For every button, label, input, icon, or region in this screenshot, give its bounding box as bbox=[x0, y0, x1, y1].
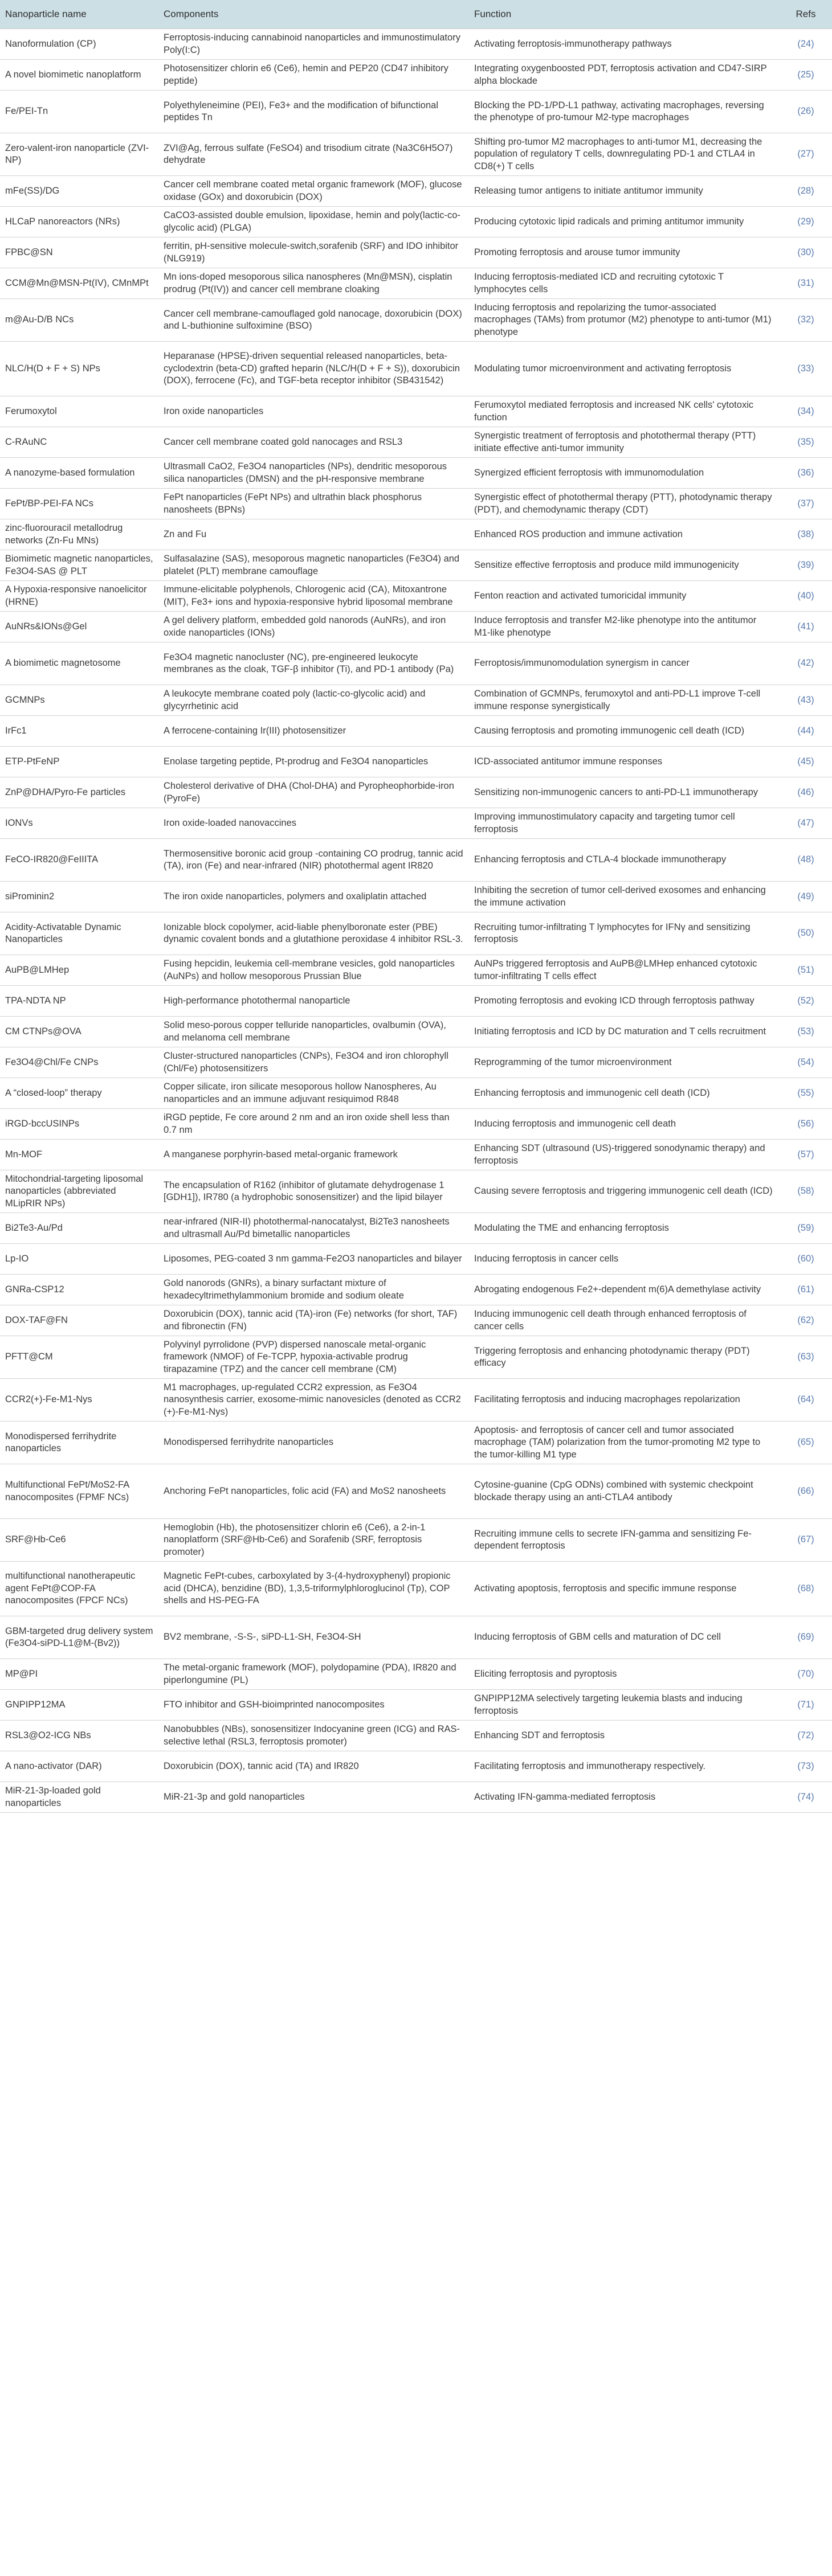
nanoparticle-name-cell: A nano-activator (DAR) bbox=[0, 1751, 158, 1782]
ref-cell[interactable]: (40) bbox=[780, 581, 832, 612]
components-cell: Cancer cell membrane-camouflaged gold nanocage, doxorubicin (DOX) and L-buthionine sulfoximine (BSO) bbox=[158, 299, 469, 342]
components-cell: Iron oxide-loaded nanovaccines bbox=[158, 808, 469, 839]
function-cell: Enhancing ferroptosis and immunogenic cell death (ICD) bbox=[469, 1078, 780, 1109]
table-row bbox=[0, 299, 832, 342]
function-cell: Shifting pro-tumor M2 macrophages to anti-tumor M1, decreasing the population of regulatory T cells, downregulating PD-1 and CTLA4 in CD8(+) T cells bbox=[469, 133, 780, 176]
table-row bbox=[0, 716, 832, 747]
function-cell: Facilitating ferroptosis and inducing macrophages repolarization bbox=[469, 1379, 780, 1422]
function-cell: Sensitize effective ferroptosis and produce mild immunogenicity bbox=[469, 550, 780, 581]
ref-cell[interactable]: (72) bbox=[780, 1721, 832, 1751]
table-row bbox=[0, 747, 832, 777]
table-row bbox=[0, 91, 832, 133]
function-cell: Blocking the PD-1/PD-L1 pathway, activating macrophages, reversing the phenotype of pro-tumour M2-type macrophages bbox=[469, 91, 780, 133]
table-row bbox=[0, 1275, 832, 1305]
nanoparticle-name-cell: m@Au-D/B NCs bbox=[0, 299, 158, 342]
function-cell: Recruiting immune cells to secrete IFN-gamma and sensitizing Fe-dependent ferroptosis bbox=[469, 1519, 780, 1562]
function-cell: Sensitizing non-immunogenic cancers to anti-PD-L1 immunotherapy bbox=[469, 777, 780, 808]
ref-cell[interactable]: (59) bbox=[780, 1213, 832, 1244]
nanoparticle-name-cell: A biomimetic magnetosome bbox=[0, 642, 158, 685]
function-cell: Integrating oxygenboosted PDT, ferroptosis activation and CD47-SIRP alpha blockade bbox=[469, 60, 780, 91]
nanoparticle-name-cell: MiR-21-3p-loaded gold nanoparticles bbox=[0, 1782, 158, 1813]
nanoparticle-name-cell: Monodispersed ferrihydrite nanoparticles bbox=[0, 1422, 158, 1464]
ref-cell[interactable]: (28) bbox=[780, 176, 832, 207]
table-row bbox=[0, 1078, 832, 1109]
components-cell: near-infrared (NIR-II) photothermal-nanocatalyst, Bi2Te3 nanosheets and ultrasmall Au/Pd bimetallic nanoparticles bbox=[158, 1213, 469, 1244]
components-cell: Zn and Fu bbox=[158, 519, 469, 550]
function-cell: Modulating the TME and enhancing ferroptosis bbox=[469, 1213, 780, 1244]
components-cell: Gold nanorods (GNRs), a binary surfactant mixture of hexadecyltrimethylammonium bromide and sodium oleate bbox=[158, 1275, 469, 1305]
nanoparticle-name-cell: iRGD-bccUSINPs bbox=[0, 1109, 158, 1140]
ref-cell[interactable]: (58) bbox=[780, 1170, 832, 1213]
nanoparticle-name-cell: GCMNPs bbox=[0, 685, 158, 716]
components-cell: MiR-21-3p and gold nanoparticles bbox=[158, 1782, 469, 1813]
components-cell: The metal-organic framework (MOF), polydopamine (PDA), IR820 and piperlongumine (PL) bbox=[158, 1659, 469, 1690]
function-cell: Reprogramming of the tumor microenvironment bbox=[469, 1047, 780, 1078]
table-row bbox=[0, 1109, 832, 1140]
function-cell: Synergistic effect of photothermal therapy (PTT), photodynamic therapy (PDT), and chemodynamic therapy (CDT) bbox=[469, 489, 780, 519]
components-cell: FTO inhibitor and GSH-bioimprinted nanocomposites bbox=[158, 1690, 469, 1721]
ref-cell[interactable]: (49) bbox=[780, 882, 832, 912]
components-cell: Anchoring FePt nanoparticles, folic acid (FA) and MoS2 nanosheets bbox=[158, 1464, 469, 1519]
function-cell: Releasing tumor antigens to initiate antitumor immunity bbox=[469, 176, 780, 207]
function-cell: ICD-associated antitumor immune responses bbox=[469, 747, 780, 777]
nanoparticle-name-cell: CCM@Mn@MSN-Pt(IV), CMnMPt bbox=[0, 268, 158, 299]
nanoparticle-name-cell: AuNRs&IONs@Gel bbox=[0, 612, 158, 642]
components-cell: Polyethyleneimine (PEI), Fe3+ and the modification of bifunctional peptides Tn bbox=[158, 91, 469, 133]
ref-cell[interactable]: (34) bbox=[780, 396, 832, 427]
table-row bbox=[0, 1336, 832, 1379]
components-cell: Magnetic FePt-cubes, carboxylated by 3-(4-hydroxyphenyl) propionic acid (DHCA), benzidine (BD), 1,3,5-triformylphloroglucinol (Tp), COP shells and HS-PEG-FA bbox=[158, 1562, 469, 1616]
table-row bbox=[0, 808, 832, 839]
function-cell: Ferroptosis/immunomodulation synergism in cancer bbox=[469, 642, 780, 685]
nanoparticle-name-cell: FeCO-IR820@FeIIITA bbox=[0, 839, 158, 882]
nanoparticle-name-cell: Mitochondrial-targeting liposomal nanoparticles (abbreviated MLipRIR NPs) bbox=[0, 1170, 158, 1213]
ref-cell[interactable]: (35) bbox=[780, 427, 832, 458]
table-row bbox=[0, 342, 832, 396]
components-cell: The encapsulation of R162 (inhibitor of glutamate dehydrogenase 1 [GDH1]), IR780 (a hydrophobic sonosensitizer) and the lipid bilayer bbox=[158, 1170, 469, 1213]
ref-cell[interactable]: (53) bbox=[780, 1017, 832, 1047]
nanoparticle-name-cell: DOX-TAF@FN bbox=[0, 1305, 158, 1336]
components-cell: Immune-elicitable polyphenols, Chlorogenic acid (CA), Mitoxantrone (MIT), Fe3+ ions and hypoxia-responsive hybrid liposomal membrane bbox=[158, 581, 469, 612]
function-cell: Enhancing SDT and ferroptosis bbox=[469, 1721, 780, 1751]
function-cell: Modulating tumor microenvironment and activating ferroptosis bbox=[469, 342, 780, 396]
components-cell: A leukocyte membrane coated poly (lactic-co-glycolic acid) and glycyrrhetinic acid bbox=[158, 685, 469, 716]
ref-cell[interactable]: (36) bbox=[780, 458, 832, 489]
ref-cell[interactable]: (47) bbox=[780, 808, 832, 839]
components-cell: Hemoglobin (Hb), the photosensitizer chlorin e6 (Ce6), a 2-in-1 nanoplatform (SRF@Hb-Ce6) and Sorafenib (SRF, ferroptosis promoter) bbox=[158, 1519, 469, 1562]
ref-cell[interactable]: (60) bbox=[780, 1244, 832, 1275]
function-cell: Synergistic treatment of ferroptosis and photothermal therapy (PTT) initiate effective anti-tumor immunity bbox=[469, 427, 780, 458]
ref-cell[interactable]: (26) bbox=[780, 91, 832, 133]
nanoparticle-name-cell: CCR2(+)-Fe-M1-Nys bbox=[0, 1379, 158, 1422]
ref-cell[interactable]: (56) bbox=[780, 1109, 832, 1140]
function-cell: Improving immunostimulatory capacity and targeting tumor cell ferroptosis bbox=[469, 808, 780, 839]
table-row bbox=[0, 1213, 832, 1244]
nanoparticle-name-cell: MP@PI bbox=[0, 1659, 158, 1690]
nanoparticle-name-cell: Fe/PEI-Tn bbox=[0, 91, 158, 133]
components-cell: Fusing hepcidin, leukemia cell-membrane vesicles, gold nanoparticles (AuNPs) and hollow mesoporous Prussian Blue bbox=[158, 955, 469, 986]
table-row bbox=[0, 176, 832, 207]
components-cell: iRGD peptide, Fe core around 2 nm and an iron oxide shell less than 0.7 nm bbox=[158, 1109, 469, 1140]
components-cell: Solid meso-porous copper telluride nanoparticles, ovalbumin (OVA), and melanoma cell membrane bbox=[158, 1017, 469, 1047]
table-row bbox=[0, 489, 832, 519]
components-cell: The iron oxide nanoparticles, polymers and oxaliplatin attached bbox=[158, 882, 469, 912]
components-cell: Cancer cell membrane coated metal organic framework (MOF), glucose oxidase (GOx) and doxorubicin (DOX) bbox=[158, 176, 469, 207]
function-cell: Inhibiting the secretion of tumor cell-derived exosomes and enhancing the immune activation bbox=[469, 882, 780, 912]
nanoparticle-name-cell: siProminin2 bbox=[0, 882, 158, 912]
function-cell: Inducing ferroptosis-mediated ICD and recruiting cytotoxic T lymphocytes cells bbox=[469, 268, 780, 299]
ref-cell[interactable]: (48) bbox=[780, 839, 832, 882]
function-cell: Cytosine-guanine (CpG ODNs) combined with systemic checkpoint blockade therapy using an anti-CTLA4 antibody bbox=[469, 1464, 780, 1519]
ref-cell[interactable]: (66) bbox=[780, 1464, 832, 1519]
nanoparticle-name-cell: IrFc1 bbox=[0, 716, 158, 747]
function-cell: Synergized efficient ferroptosis with immunomodulation bbox=[469, 458, 780, 489]
table-row bbox=[0, 60, 832, 91]
function-cell: Enhancing ferroptosis and CTLA-4 blockade immunotherapy bbox=[469, 839, 780, 882]
table-row bbox=[0, 612, 832, 642]
nanoparticle-name-cell: mFe(SS)/DG bbox=[0, 176, 158, 207]
components-cell: Sulfasalazine (SAS), mesoporous magnetic nanoparticles (Fe3O4) and platelet (PLT) membrane camouflage bbox=[158, 550, 469, 581]
header-nanoparticle-name: Nanoparticle name bbox=[0, 0, 158, 29]
ref-cell[interactable]: (42) bbox=[780, 642, 832, 685]
table-row bbox=[0, 1140, 832, 1170]
table-row bbox=[0, 642, 832, 685]
nanoparticle-name-cell: GBM-targeted drug delivery system (Fe3O4-siPD-L1@M-(Bv2)) bbox=[0, 1616, 158, 1659]
ref-cell[interactable]: (25) bbox=[780, 60, 832, 91]
ref-cell[interactable]: (37) bbox=[780, 489, 832, 519]
ref-cell[interactable]: (46) bbox=[780, 777, 832, 808]
table-row bbox=[0, 1721, 832, 1751]
header-components: Components bbox=[158, 0, 469, 29]
nanoparticle-name-cell: RSL3@O2-ICG NBs bbox=[0, 1721, 158, 1751]
ref-cell[interactable]: (57) bbox=[780, 1140, 832, 1170]
function-cell: Facilitating ferroptosis and immunotherapy respectively. bbox=[469, 1751, 780, 1782]
table-row bbox=[0, 1244, 832, 1275]
function-cell: Producing cytotoxic lipid radicals and priming antitumor immunity bbox=[469, 207, 780, 237]
function-cell: Apoptosis- and ferroptosis of cancer cell and tumor associated macrophage (TAM) polarization from the tumor-promoting M2 type to the tumor-killing M1 type bbox=[469, 1422, 780, 1464]
table-row bbox=[0, 268, 832, 299]
table-row bbox=[0, 519, 832, 550]
nanoparticle-name-cell: CM CTNPs@OVA bbox=[0, 1017, 158, 1047]
function-cell: Ferumoxytol mediated ferroptosis and increased NK cells' cytotoxic function bbox=[469, 396, 780, 427]
components-cell: Doxorubicin (DOX), tannic acid (TA) and IR820 bbox=[158, 1751, 469, 1782]
table-row bbox=[0, 1659, 832, 1690]
components-cell: Copper silicate, iron silicate mesoporous hollow Nanospheres, Au nanoparticles and an immune adjuvant resiquimod R848 bbox=[158, 1078, 469, 1109]
nanoparticle-name-cell: C-RAuNC bbox=[0, 427, 158, 458]
components-cell: A ferrocene-containing Ir(III) photosensitizer bbox=[158, 716, 469, 747]
table-row bbox=[0, 458, 832, 489]
function-cell: Causing ferroptosis and promoting immunogenic cell death (ICD) bbox=[469, 716, 780, 747]
nanoparticle-name-cell: multifunctional nanotherapeutic agent FePt@COP-FA nanocomposites (FPCF NCs) bbox=[0, 1562, 158, 1616]
function-cell: Enhanced ROS production and immune activation bbox=[469, 519, 780, 550]
table-row bbox=[0, 581, 832, 612]
components-cell: A gel delivery platform, embedded gold nanorods (AuNRs), and iron oxide nanoparticles (IONs) bbox=[158, 612, 469, 642]
ref-cell[interactable]: (71) bbox=[780, 1690, 832, 1721]
table-row bbox=[0, 29, 832, 60]
nanoparticle-name-cell: A Hypoxia-responsive nanoelicitor (HRNE) bbox=[0, 581, 158, 612]
function-cell: Abrogating endogenous Fe2+-dependent m(6)A demethylase activity bbox=[469, 1275, 780, 1305]
function-cell: Fenton reaction and activated tumoricidal immunity bbox=[469, 581, 780, 612]
ref-cell[interactable]: (73) bbox=[780, 1751, 832, 1782]
function-cell: Triggering ferroptosis and enhancing photodynamic therapy (PDT) efficacy bbox=[469, 1336, 780, 1379]
table-row bbox=[0, 986, 832, 1017]
function-cell: Inducing ferroptosis in cancer cells bbox=[469, 1244, 780, 1275]
ref-cell[interactable]: (24) bbox=[780, 29, 832, 60]
nanoparticle-name-cell: Acidity-Activatable Dynamic Nanoparticles bbox=[0, 912, 158, 955]
table-row bbox=[0, 1782, 832, 1813]
nanoparticle-name-cell: Biomimetic magnetic nanoparticles, Fe3O4-SAS @ PLT bbox=[0, 550, 158, 581]
nanoparticle-name-cell: TPA-NDTA NP bbox=[0, 986, 158, 1017]
nanoparticle-name-cell: Bi2Te3-Au/Pd bbox=[0, 1213, 158, 1244]
table-row bbox=[0, 427, 832, 458]
function-cell: Activating apoptosis, ferroptosis and specific immune response bbox=[469, 1562, 780, 1616]
table-row bbox=[0, 396, 832, 427]
table-row bbox=[0, 133, 832, 176]
table-row bbox=[0, 1751, 832, 1782]
nanoparticle-name-cell: A novel biomimetic nanoplatform bbox=[0, 60, 158, 91]
ref-cell[interactable]: (31) bbox=[780, 268, 832, 299]
components-cell: Ultrasmall CaO2, Fe3O4 nanoparticles (NPs), dendritic mesoporous silica nanoparticles (DMSN) and the pH-responsive membrane bbox=[158, 458, 469, 489]
components-cell: FePt nanoparticles (FePt NPs) and ultrathin black phosphorus nanosheets (BPNs) bbox=[158, 489, 469, 519]
components-cell: Thermosensitive boronic acid group -containing CO prodrug, tannic acid (TA), iron (Fe) and near-infrared (NIR) photothermal agent IR820 bbox=[158, 839, 469, 882]
nanoparticle-name-cell: A nanozyme-based formulation bbox=[0, 458, 158, 489]
header-refs: Refs bbox=[780, 0, 832, 29]
ref-cell[interactable]: (64) bbox=[780, 1379, 832, 1422]
table-row bbox=[0, 912, 832, 955]
nanoparticle-name-cell: Zero-valent-iron nanoparticle (ZVI-NP) bbox=[0, 133, 158, 176]
function-cell: Activating ferroptosis-immunotherapy pathways bbox=[469, 29, 780, 60]
table-row bbox=[0, 1305, 832, 1336]
function-cell: Promoting ferroptosis and arouse tumor immunity bbox=[469, 237, 780, 268]
header-function: Function bbox=[469, 0, 780, 29]
components-cell: BV2 membrane, -S-S-, siPD-L1-SH, Fe3O4-SH bbox=[158, 1616, 469, 1659]
components-cell: Cholesterol derivative of DHA (Chol-DHA) and Pyropheophorbide-iron (PyroFe) bbox=[158, 777, 469, 808]
table-row bbox=[0, 1422, 832, 1464]
ref-cell[interactable]: (50) bbox=[780, 912, 832, 955]
function-cell: Inducing ferroptosis of GBM cells and maturation of DC cell bbox=[469, 1616, 780, 1659]
ref-cell[interactable]: (55) bbox=[780, 1078, 832, 1109]
function-cell: Promoting ferroptosis and evoking ICD through ferroptosis pathway bbox=[469, 986, 780, 1017]
ref-cell[interactable]: (33) bbox=[780, 342, 832, 396]
nanoparticle-name-cell: Mn-MOF bbox=[0, 1140, 158, 1170]
ref-cell[interactable]: (62) bbox=[780, 1305, 832, 1336]
function-cell: Eliciting ferroptosis and pyroptosis bbox=[469, 1659, 780, 1690]
components-cell: Mn ions-doped mesoporous silica nanospheres (Mn@MSN), cisplatin prodrug (Pt(IV)) and cancer cell membrane cloaking bbox=[158, 268, 469, 299]
components-cell: Monodispersed ferrihydrite nanoparticles bbox=[158, 1422, 469, 1464]
function-cell: Initiating ferroptosis and ICD by DC maturation and T cells recruitment bbox=[469, 1017, 780, 1047]
table-row bbox=[0, 882, 832, 912]
table-row bbox=[0, 955, 832, 986]
table-row bbox=[0, 1616, 832, 1659]
nanoparticle-name-cell: HLCaP nanoreactors (NRs) bbox=[0, 207, 158, 237]
ref-cell[interactable]: (29) bbox=[780, 207, 832, 237]
components-cell: Doxorubicin (DOX), tannic acid (TA)-iron (Fe) networks (for short, TAF) and fibronectin (FN) bbox=[158, 1305, 469, 1336]
table-row bbox=[0, 1047, 832, 1078]
ref-cell[interactable]: (30) bbox=[780, 237, 832, 268]
ref-cell[interactable]: (69) bbox=[780, 1616, 832, 1659]
nanoparticle-name-cell: Multifunctional FePt/MoS2-FA nanocomposites (FPMF NCs) bbox=[0, 1464, 158, 1519]
nanoparticle-name-cell: NLC/H(D + F + S) NPs bbox=[0, 342, 158, 396]
function-cell: Combination of GCMNPs, ferumoxytol and anti-PD-L1 improve T-cell immune response synergistically bbox=[469, 685, 780, 716]
ref-cell[interactable]: (45) bbox=[780, 747, 832, 777]
ref-cell[interactable]: (54) bbox=[780, 1047, 832, 1078]
ref-cell[interactable]: (68) bbox=[780, 1562, 832, 1616]
table-row bbox=[0, 1519, 832, 1562]
ref-cell[interactable]: (67) bbox=[780, 1519, 832, 1562]
function-cell: Inducing immunogenic cell death through enhanced ferroptosis of cancer cells bbox=[469, 1305, 780, 1336]
nanoparticle-name-cell: IONVs bbox=[0, 808, 158, 839]
components-cell: Iron oxide nanoparticles bbox=[158, 396, 469, 427]
ref-cell[interactable]: (32) bbox=[780, 299, 832, 342]
ref-cell[interactable]: (39) bbox=[780, 550, 832, 581]
components-cell: ferritin, pH-sensitive molecule-switch,sorafenib (SRF) and IDO inhibitor (NLG919) bbox=[158, 237, 469, 268]
components-cell: Polyvinyl pyrrolidone (PVP) dispersed nanoscale metal-organic framework (NMOF) of Fe-TCPP, hypoxia-activable prodrug tirapazamine (TPZ) and the cancer cell membrane (CM) bbox=[158, 1336, 469, 1379]
ref-cell[interactable]: (43) bbox=[780, 685, 832, 716]
ref-cell[interactable]: (38) bbox=[780, 519, 832, 550]
components-cell: Liposomes, PEG-coated 3 nm gamma-Fe2O3 nanoparticles and bilayer bbox=[158, 1244, 469, 1275]
nanoparticle-name-cell: FPBC@SN bbox=[0, 237, 158, 268]
ref-cell[interactable]: (44) bbox=[780, 716, 832, 747]
table-row bbox=[0, 1464, 832, 1519]
nanoparticle-name-cell: zinc-fluorouracil metallodrug networks (Zn-Fu MNs) bbox=[0, 519, 158, 550]
nanoparticle-name-cell: ZnP@DHA/Pyro-Fe particles bbox=[0, 777, 158, 808]
nanoparticle-name-cell: GNPIPP12MA bbox=[0, 1690, 158, 1721]
table-row bbox=[0, 1017, 832, 1047]
ref-cell[interactable]: (63) bbox=[780, 1336, 832, 1379]
ref-cell[interactable]: (61) bbox=[780, 1275, 832, 1305]
function-cell: Causing severe ferroptosis and triggering immunogenic cell death (ICD) bbox=[469, 1170, 780, 1213]
ref-cell[interactable]: (70) bbox=[780, 1659, 832, 1690]
function-cell: Inducing ferroptosis and repolarizing the tumor-associated macrophages (TAMs) from protumor (M2) phenotype to anti-tumor (M1) phenotype bbox=[469, 299, 780, 342]
nanoparticle-name-cell: Ferumoxytol bbox=[0, 396, 158, 427]
table-row bbox=[0, 550, 832, 581]
function-cell: Activating IFN-gamma-mediated ferroptosis bbox=[469, 1782, 780, 1813]
components-cell: Cluster-structured nanoparticles (CNPs), Fe3O4 and iron chlorophyll (Chl/Fe) photosensitizers bbox=[158, 1047, 469, 1078]
function-cell: Inducing ferroptosis and immunogenic cell death bbox=[469, 1109, 780, 1140]
components-cell: Nanobubbles (NBs), sonosensitizer Indocyanine green (ICG) and RAS-selective lethal (RSL3, ferroptosis promoter) bbox=[158, 1721, 469, 1751]
table-row bbox=[0, 207, 832, 237]
table-row bbox=[0, 1379, 832, 1422]
ref-cell[interactable]: (52) bbox=[780, 986, 832, 1017]
function-cell: Induce ferroptosis and transfer M2-like phenotype into the antitumor M1-like phenotype bbox=[469, 612, 780, 642]
table-row bbox=[0, 685, 832, 716]
nanoparticle-name-cell: Nanoformulation (CP) bbox=[0, 29, 158, 60]
nanoparticle-name-cell: Fe3O4@Chl/Fe CNPs bbox=[0, 1047, 158, 1078]
function-cell: AuNPs triggered ferroptosis and AuPB@LMHep enhanced cytotoxic tumor-infiltrating T cells effect bbox=[469, 955, 780, 986]
function-cell: Recruiting tumor-infiltrating T lymphocytes for IFNγ and sensitizing ferroptosis bbox=[469, 912, 780, 955]
components-cell: High-performance photothermal nanoparticle bbox=[158, 986, 469, 1017]
components-cell: Fe3O4 magnetic nanocluster (NC), pre-engineered leukocyte membranes as the cloak, TGF-β inhibitor (Ti), and PD-1 antibody (Pa) bbox=[158, 642, 469, 685]
nanoparticle-name-cell: SRF@Hb-Ce6 bbox=[0, 1519, 158, 1562]
function-cell: Enhancing SDT (ultrasound (US)-triggered sonodynamic therapy) and ferroptosis bbox=[469, 1140, 780, 1170]
ref-cell[interactable]: (74) bbox=[780, 1782, 832, 1813]
components-cell: Ionizable block copolymer, acid-liable phenylboronate ester (PBE) dynamic covalent bonds and a glutathione peroxidase 4 inhibitor RSL-3. bbox=[158, 912, 469, 955]
components-cell: Photosensitizer chlorin e6 (Ce6), hemin and PEP20 (CD47 inhibitory peptide) bbox=[158, 60, 469, 91]
nanoparticle-name-cell: PFTT@CM bbox=[0, 1336, 158, 1379]
nanoparticle-name-cell: AuPB@LMHep bbox=[0, 955, 158, 986]
table-row bbox=[0, 839, 832, 882]
nanoparticle-name-cell: A “closed-loop” therapy bbox=[0, 1078, 158, 1109]
table-row bbox=[0, 1690, 832, 1721]
ref-cell[interactable]: (51) bbox=[780, 955, 832, 986]
nanoparticle-name-cell: GNRa-CSP12 bbox=[0, 1275, 158, 1305]
ref-cell[interactable]: (27) bbox=[780, 133, 832, 176]
components-cell: M1 macrophages, up-regulated CCR2 expression, as Fe3O4 nanosynthesis carrier, exosome-mimic nanovesicles (denoted as CCR2 (+)-Fe-M1-Nys) bbox=[158, 1379, 469, 1422]
nanoparticle-name-cell: ETP-PtFeNP bbox=[0, 747, 158, 777]
function-cell: GNPIPP12MA selectively targeting leukemia blasts and inducing ferroptosis bbox=[469, 1690, 780, 1721]
nanoparticle-name-cell: Lp-IO bbox=[0, 1244, 158, 1275]
components-cell: Cancer cell membrane coated gold nanocages and RSL3 bbox=[158, 427, 469, 458]
table-row bbox=[0, 1170, 832, 1213]
ref-cell[interactable]: (65) bbox=[780, 1422, 832, 1464]
components-cell: Ferroptosis-inducing cannabinoid nanoparticles and immunostimulatory Poly(I:C) bbox=[158, 29, 469, 60]
table-row bbox=[0, 1562, 832, 1616]
components-cell: A manganese porphyrin-based metal-organic framework bbox=[158, 1140, 469, 1170]
ref-cell[interactable]: (41) bbox=[780, 612, 832, 642]
components-cell: Heparanase (HPSE)-driven sequential released nanoparticles, beta-cyclodextrin (beta-CD) grafted heparin (NLC/H(D + F + S)), doxorubicin (DOX), ferrocene (Fc), and TGF-beta receptor inhibitor (SB431542) bbox=[158, 342, 469, 396]
table-row bbox=[0, 237, 832, 268]
nanoparticle-name-cell: FePt/BP-PEI-FA NCs bbox=[0, 489, 158, 519]
components-cell: CaCO3-assisted double emulsion, lipoxidase, hemin and poly(lactic-co-glycolic acid) (PLGA) bbox=[158, 207, 469, 237]
components-cell: Enolase targeting peptide, Pt-prodrug and Fe3O4 nanoparticles bbox=[158, 747, 469, 777]
table-row bbox=[0, 777, 832, 808]
table-body bbox=[0, 29, 832, 1813]
components-cell: ZVI@Ag, ferrous sulfate (FeSO4) and trisodium citrate (Na3C6H5O7) dehydrate bbox=[158, 133, 469, 176]
table-header-row bbox=[0, 0, 832, 29]
